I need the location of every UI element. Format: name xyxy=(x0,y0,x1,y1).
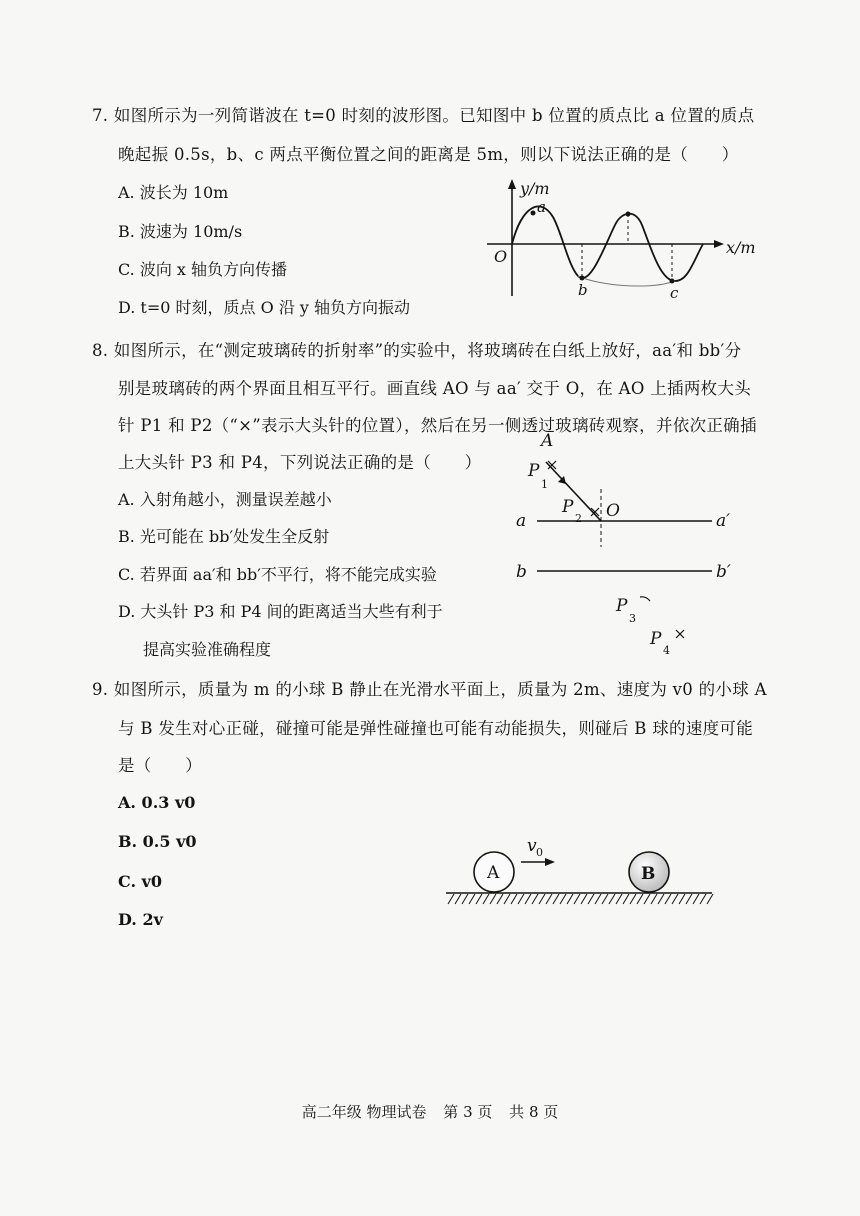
hatch-stroke xyxy=(623,894,629,904)
hatch-stroke xyxy=(525,894,531,904)
q7-option-c: C. 波向 x 轴负方向传播 xyxy=(118,260,288,279)
q8-label-P4: P xyxy=(650,629,662,649)
hatch-stroke xyxy=(644,894,650,904)
hatch-stroke xyxy=(665,894,671,904)
hatch-stroke xyxy=(588,894,594,904)
q9-label-velocity-sub: 0 xyxy=(536,846,543,859)
hatch-stroke xyxy=(462,894,468,904)
q9-option-c: C. v0 xyxy=(118,872,163,891)
q9-option-b: B. 0.5 v0 xyxy=(118,832,197,851)
q8-stem-line3: 针 P1 和 P2（“×”表示大头针的位置），然后在另一侧透过玻璃砖观察，并依次正确插 xyxy=(118,416,757,435)
hatch-stroke xyxy=(616,894,622,904)
hatch-stroke xyxy=(476,894,482,904)
q9-velocity-arrowhead xyxy=(545,858,555,866)
q8-stem-line2: 别是玻璃砖的两个界面且相互平行。画直线 AO 与 aa′ 交于 O，在 AO 上插两枚大头 xyxy=(118,379,752,398)
q8-label-P1-sub: 1 xyxy=(541,478,548,491)
q9-ground-hatching xyxy=(448,894,713,904)
hatch-stroke xyxy=(546,894,552,904)
footer-page-number: 第 3 页 xyxy=(443,1103,493,1121)
hatch-stroke xyxy=(455,894,461,904)
q7-origin-label: O xyxy=(494,247,508,266)
hatch-stroke xyxy=(581,894,587,904)
hatch-stroke xyxy=(504,894,510,904)
hatch-stroke xyxy=(497,894,503,904)
q7-x-label: x/m xyxy=(726,238,756,257)
q7-stem-line1: 7. 如图所示为一列简谐波在 t=0 时刻的波形图。已知图中 b 位置的质点比 a 位置的质点 xyxy=(92,106,755,125)
q9-stem-line2: 与 B 发生对心正碰，碰撞可能是弹性碰撞也可能有动能损失，则碰后 B 球的速度可能 xyxy=(118,719,754,738)
hatch-stroke xyxy=(560,894,566,904)
hatch-stroke xyxy=(658,894,664,904)
hatch-stroke xyxy=(567,894,573,904)
q7-label-b: b xyxy=(578,281,588,299)
q8-label-P2-sub: 2 xyxy=(575,512,582,525)
q8-label-P4-sub: 4 xyxy=(663,644,670,657)
q7-option-a: A. 波长为 10m xyxy=(118,183,229,202)
q8-stem-line1: 8. 如图所示，在“测定玻璃砖的折射率”的实验中，将玻璃砖在白纸上放好，aa′和 bb′分 xyxy=(92,341,742,360)
q9-stem-line3: 是（ ） xyxy=(118,756,202,775)
q9-stem-line1: 9. 如图所示，质量为 m 的小球 B 静止在光滑水平面上，质量为 2m、速度为 v0 的小球 A xyxy=(92,680,767,699)
q8-option-c: C. 若界面 aa′和 bb′不平行，将不能完成实验 xyxy=(118,565,437,584)
q8-label-b: b xyxy=(516,562,527,582)
hatch-stroke xyxy=(707,894,713,904)
hatch-stroke xyxy=(490,894,496,904)
q8-option-a: A. 入射角越小，测量误差越小 xyxy=(118,490,332,509)
q8-option-d: D. 大头针 P3 和 P4 间的距离适当大些有利于 xyxy=(118,602,443,621)
q8-option-b: B. 光可能在 bb′处发生全反射 xyxy=(118,527,330,546)
hatch-stroke xyxy=(679,894,685,904)
q8-label-a-prime: a′ xyxy=(716,511,730,531)
q7-label-c: c xyxy=(670,284,679,302)
hatch-stroke xyxy=(532,894,538,904)
hatch-stroke xyxy=(448,894,454,904)
q7-label-a: a xyxy=(537,198,546,216)
q7-stem-line2: 晚起振 0.5s，b、c 两点平衡位置之间的距离是 5m，则以下说法正确的是（ ） xyxy=(118,145,739,164)
q8-label-b-prime: b′ xyxy=(716,562,731,582)
hatch-stroke xyxy=(630,894,636,904)
hatch-stroke xyxy=(518,894,524,904)
hatch-stroke xyxy=(483,894,489,904)
q8-label-A: A xyxy=(541,431,554,451)
hatch-stroke xyxy=(700,894,706,904)
footer-total-pages: 共 8 页 xyxy=(509,1103,559,1121)
q9-option-a: A. 0.3 v0 xyxy=(118,793,196,812)
hatch-stroke xyxy=(609,894,615,904)
q8-option-d-continued: 提高实验准确程度 xyxy=(143,640,272,659)
q9-option-d: D. 2v xyxy=(118,910,163,929)
q8-label-P3: P xyxy=(616,596,628,616)
q8-label-P3-sub: 3 xyxy=(629,612,636,625)
hatch-stroke xyxy=(511,894,517,904)
hatch-stroke xyxy=(595,894,601,904)
hatch-stroke xyxy=(539,894,545,904)
hatch-stroke xyxy=(469,894,475,904)
q8-label-a: a xyxy=(516,511,527,531)
hatch-stroke xyxy=(686,894,692,904)
q9-label-ball-b: B xyxy=(641,864,656,884)
q7-option-d: D. t=0 时刻，质点 O 沿 y 轴负方向振动 xyxy=(118,298,411,317)
hatch-stroke xyxy=(637,894,643,904)
footer-grade-subject: 高二年级 物理试卷 xyxy=(301,1103,427,1121)
q7-option-b: B. 波速为 10m/s xyxy=(118,222,243,241)
hatch-stroke xyxy=(672,894,678,904)
hatch-stroke xyxy=(693,894,699,904)
q8-label-O: O xyxy=(606,501,620,521)
hatch-stroke xyxy=(602,894,608,904)
q7-y-label: y/m xyxy=(520,179,550,198)
q8-label-P1: P xyxy=(528,461,540,481)
q9-label-velocity: v xyxy=(527,836,537,856)
page-footer xyxy=(0,1101,860,1122)
hatch-stroke xyxy=(553,894,559,904)
hatch-stroke xyxy=(574,894,580,904)
q9-label-ball-a: A xyxy=(487,863,500,883)
q8-stem-line4: 上大头针 P3 和 P4，下列说法正确的是（ ） xyxy=(118,453,482,472)
hatch-stroke xyxy=(651,894,657,904)
q8-label-P2: P xyxy=(562,497,574,517)
